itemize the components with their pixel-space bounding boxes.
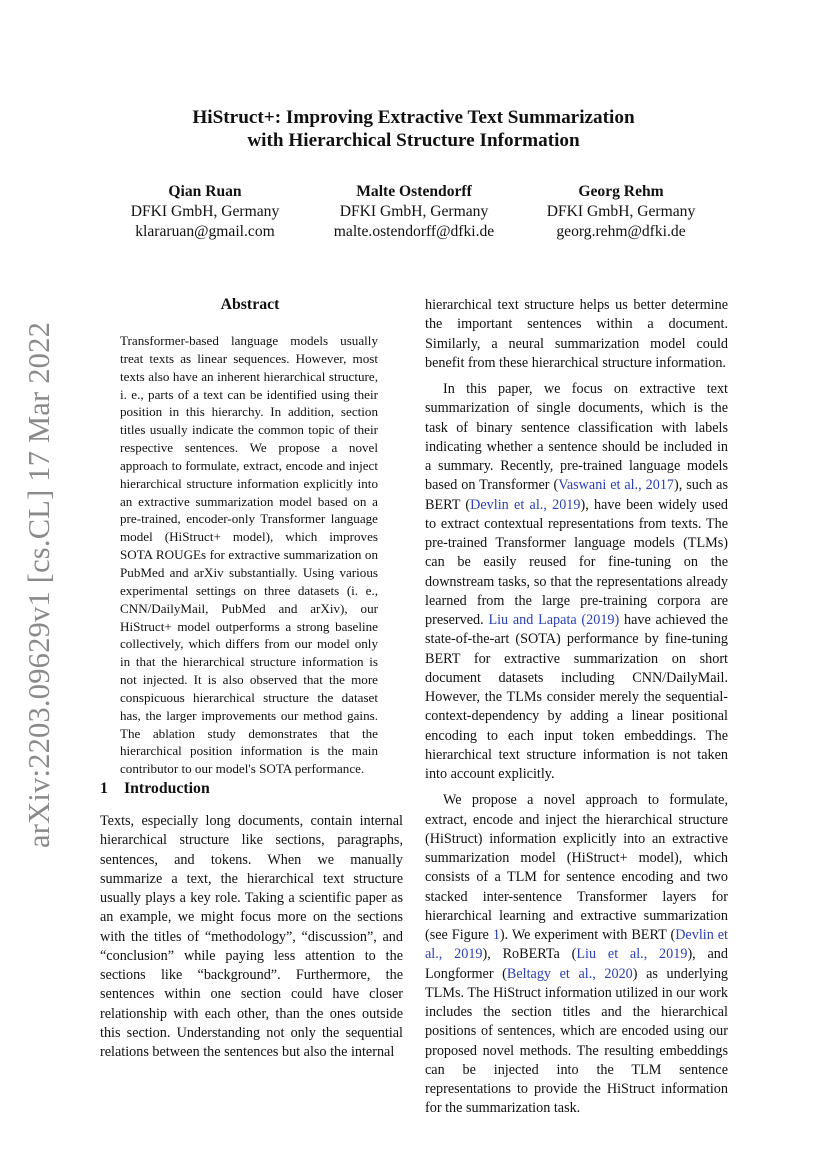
author-email: klararuan@gmail.com — [135, 223, 275, 240]
citation-link[interactable]: Liu et al., 2019 — [576, 946, 688, 963]
citation-link[interactable]: Devlin et al., 2019 — [470, 496, 581, 513]
text-run: ), have been widely used to extract contextual representations from texts. The pre-trained Transformer language models (TLMs) can be easily reused for fine-tuning on the downstream tasks, so that the representations already learned from the large pre-training corpora are preserved. — [425, 496, 729, 628]
title-line-1: HiStruct+: Improving Extractive Text Summarization — [192, 107, 635, 128]
left-column-body — [100, 812, 403, 1062]
author-block — [95, 182, 315, 242]
author-email: georg.rehm@dfki.de — [556, 223, 686, 240]
citation-link[interactable]: Vaswani et al., 2017 — [558, 477, 675, 494]
author-email: malte.ostendorff@dfki.de — [333, 223, 495, 240]
intro-paragraph-1: Texts, especially long documents, contain internal hierarchical structure like sections, paragraphs, sentences, and tokens. When we manually summarize a text, the hierarchical text structure usually plays a key role. Taking a scientific paper as an example, we might focus more on the sections with the titles of “methodology”, “discussion”, and “conclusion” while paying less attention to the sections like “background”. Furthermore, the sentences within one section could have closer relationship with each other, than the ones outside this section. Understanding not only the sequential relations between the sentences but also the internal — [100, 813, 403, 1060]
abstract-text: Transformer-based language models usually treat texts as linear sequences. However, most texts also have an inherent hierarchical structure, i. e., parts of a text can be identified using their position in this hierarchy. In addition, section titles usually indicate the common topic of their respective sentences. We propose a novel approach to formulate, extract, encode and inject hierarchical structure information explicitly into an extractive summarization model based on a pre-trained, encoder-only Transformer language model (HiStruct+ model), which improves SOTA ROUGEs for extractive summarization on PubMed and arXiv substantially. Using various experimental settings on three datasets (i. e., CNN/DailyMail, PubMed and arXiv), our HiStruct+ model outperforms a strong baseline collectively, which differs from our model only in that the hierarchical structure information is not injected. It is also observed that the more conspicuous hierarchical structure the dataset has, the larger improvements our method gains. The ablation study demonstrates that the hierarchical position information is the main contributor to our model's SOTA performance. — [120, 333, 378, 777]
text-run: We propose a novel approach to formulate, extract, encode and inject the hierarchical structure (HiStruct) information explicitly into an extractive summarization model (HiStruct+ model), which consists of a TLM for sentence encoding and two stacked inter-sentence Transformer layers for hierarchical learning and extractive summarization (see Figure — [425, 792, 728, 943]
citation-link[interactable]: Liu and Lapata (2019) — [488, 612, 620, 628]
author-affiliation: DFKI GmbH, Germany — [546, 203, 696, 220]
right-column-body — [425, 296, 728, 1119]
text-run: In this paper, we focus on extractive text summarization of single documents, which is the task of binary sentence classification with labels indicating whether a sentence should be included in a summary. Recently, pre-trained language models based on Transformer ( — [425, 381, 728, 494]
intro-paragraph-1-continued: hierarchical text structure helps us better determine the important sentences within a document. Similarly, a neural summarization model could benefit from these hierarchical structure information. — [425, 297, 728, 371]
text-run: have achieved the state-of-the-art (SOTA) performance by fine-tuning BERT for extractive summarization on short document datasets including CNN/DailyMail. However, the TLMs consider merely the sequential-context-dependency by adding a linear positional encoding to each input token embeddings. The hierarchical text structure information is not taken into account explicitly. — [425, 612, 729, 782]
paper-title — [100, 106, 727, 152]
author-name: Malte Ostendorff — [356, 183, 472, 200]
text-run: ) as underlying TLMs. The HiStruct information utilized in our work includes the section titles and the hierarchical positions of sentences, which are encoded using our proposed novel methods. The resulting embeddings can be injected into the TLM sentence representations to provide the HiStruct information for the summarization task. — [425, 965, 729, 1117]
author-name: Qian Ruan — [168, 183, 242, 200]
arxiv-stamp: arXiv:2203.09629v1 [cs.CL] 17 Mar 2022 — [22, 321, 56, 848]
abstract-heading: Abstract — [220, 296, 280, 313]
author-affiliation: DFKI GmbH, Germany — [130, 203, 280, 220]
title-line-2: with Hierarchical Structure Information — [247, 130, 580, 151]
intro-paragraph-2 — [425, 380, 728, 784]
citation-link[interactable]: Devlin et al., 2019 — [425, 927, 728, 963]
section-heading-introduction — [100, 780, 210, 798]
text-run: ), RoBERTa ( — [482, 946, 577, 963]
author-block — [511, 182, 731, 242]
author-affiliation: DFKI GmbH, Germany — [339, 203, 489, 220]
author-block — [304, 182, 524, 242]
intro-paragraph-3 — [425, 791, 728, 1118]
section-number: 1 — [100, 780, 108, 797]
figure-reference-link[interactable]: 1 — [492, 927, 500, 943]
citation-link[interactable]: Beltagy et al., 2020 — [506, 965, 633, 982]
section-title: Introduction — [124, 780, 210, 797]
text-run: ), and Longformer ( — [425, 946, 728, 982]
author-name: Georg Rehm — [578, 183, 664, 200]
text-run: ), such as BERT ( — [425, 477, 728, 513]
text-run: ). We experiment with BERT ( — [499, 927, 676, 943]
